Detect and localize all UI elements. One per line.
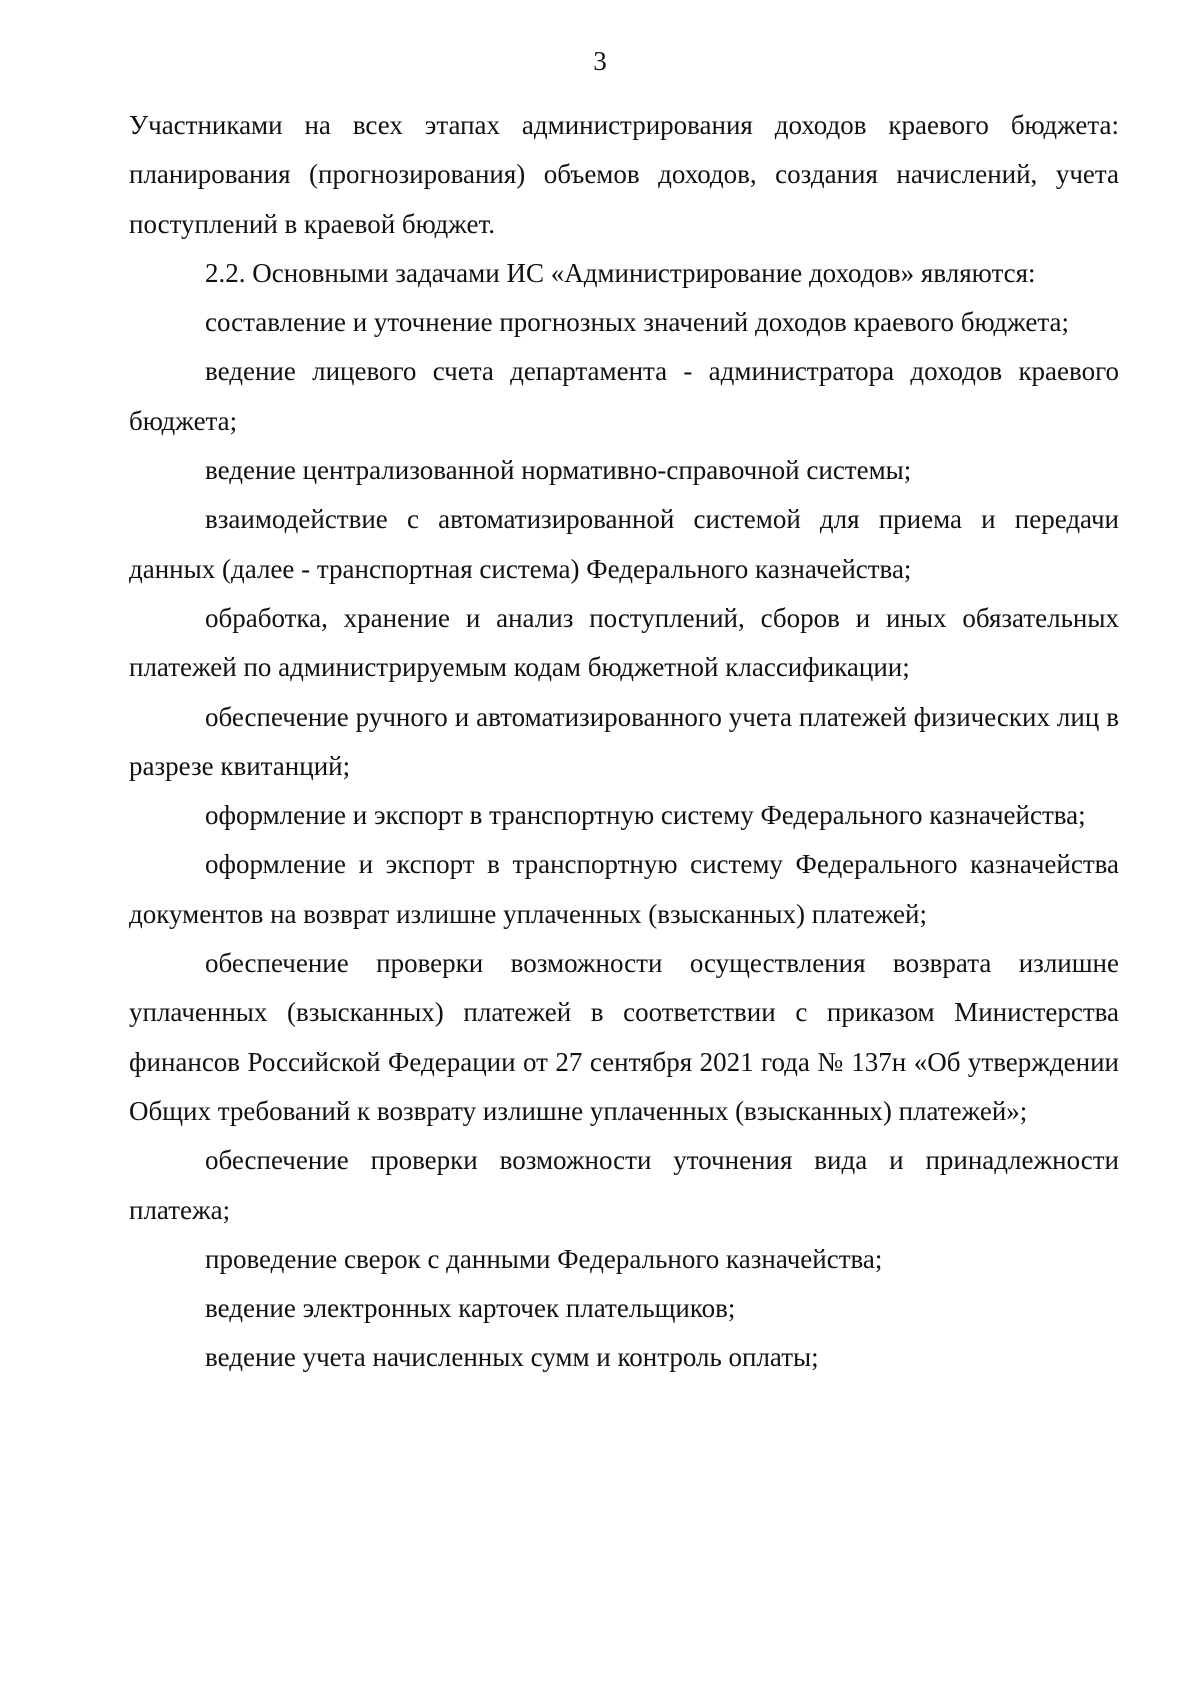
paragraph: проведение сверок с данными Федерального казначейства; — [205, 1243, 883, 1274]
paragraph: 2.2. Основными задачами ИС «Администрирование доходов» являются: — [205, 257, 1036, 288]
paragraph: Участниками на всех этапах администрирования доходов краевого бюджета: планирования (прогнозирования) объемов доходов, создания начислений, учета поступлений в краевой бюджет. — [129, 110, 1119, 239]
paragraph: ведение электронных карточек плательщиков; — [205, 1293, 736, 1324]
paragraph: составление и уточнение прогнозных значений доходов краевого бюджета; — [205, 307, 1069, 338]
paragraph: оформление и экспорт в транспортную систему Федерального казначейства; — [205, 800, 1086, 831]
page-number: 3 — [593, 46, 607, 76]
paragraph: обеспечение проверки возможности уточнения вида и принадлежности платежа; — [129, 1145, 1119, 1225]
paragraph: ведение централизованной нормативно-справочной системы; — [205, 455, 912, 486]
paragraph: оформление и экспорт в транспортную систему Федерального казначейства документов на возврат излишне уплаченных (взысканных) платежей; — [129, 849, 1119, 929]
paragraph: обеспечение проверки возможности осуществления возврата излишне уплаченных (взысканных) платежей в соответствии с приказом Министерства финансов Российской Федерации от 27 сентября 2021 года № 137н «Об утверждении Общих требований к возврату излишне уплаченных (взысканных) платежей»; — [129, 948, 1119, 1126]
document-body — [129, 101, 1119, 1383]
paragraph: ведение учета начисленных сумм и контроль оплаты; — [205, 1342, 819, 1373]
paragraph: обработка, хранение и анализ поступлений, сборов и иных обязательных платежей по администрируемым кодам бюджетной классификации; — [129, 602, 1119, 683]
paragraph: взаимодействие с автоматизированной системой для приема и передачи данных (далее - транспортная система) Федерального казначейства; — [129, 504, 1119, 584]
paragraph: ведение лицевого счета департамента - администратора доходов краевого бюджета; — [129, 356, 1119, 436]
paragraph: обеспечение ручного и автоматизированного учета платежей физических лиц в разрезе квитанций; — [129, 701, 1119, 781]
